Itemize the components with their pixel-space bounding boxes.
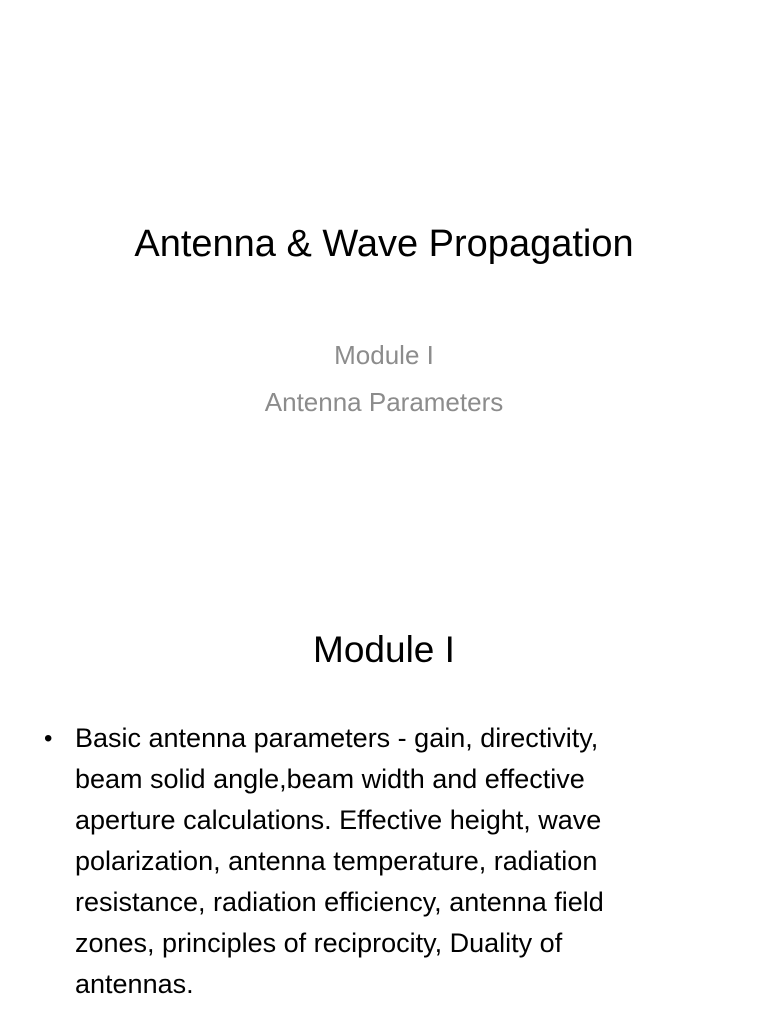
bullet-dot-icon: • bbox=[44, 725, 53, 752]
bullet-text-line: antennas. bbox=[75, 969, 194, 999]
bullet-text-line: beam solid angle,beam width and effective bbox=[75, 764, 585, 794]
subtitle-line-module: Module I bbox=[334, 340, 434, 370]
slide-heading: Module I bbox=[313, 629, 455, 670]
bullet-text-line: polarization, antenna temperature, radiation bbox=[75, 846, 598, 876]
bullet-text-line: aperture calculations. Effective height, wave bbox=[75, 805, 602, 835]
bullet-list bbox=[44, 718, 724, 1005]
bullet-text-line: resistance, radiation efficiency, antenna field bbox=[75, 887, 604, 917]
slide-title: Antenna & Wave Propagation bbox=[134, 223, 634, 265]
bullet-text-line: Basic antenna parameters - gain, directivity, bbox=[75, 723, 599, 753]
subtitle-line-topic: Antenna Parameters bbox=[264, 387, 504, 417]
bullet-text-line: zones, principles of reciprocity, Duality of bbox=[75, 928, 563, 958]
content-slide bbox=[0, 576, 768, 1024]
slide-subtitle bbox=[0, 332, 768, 426]
bullet-item bbox=[44, 718, 724, 1005]
